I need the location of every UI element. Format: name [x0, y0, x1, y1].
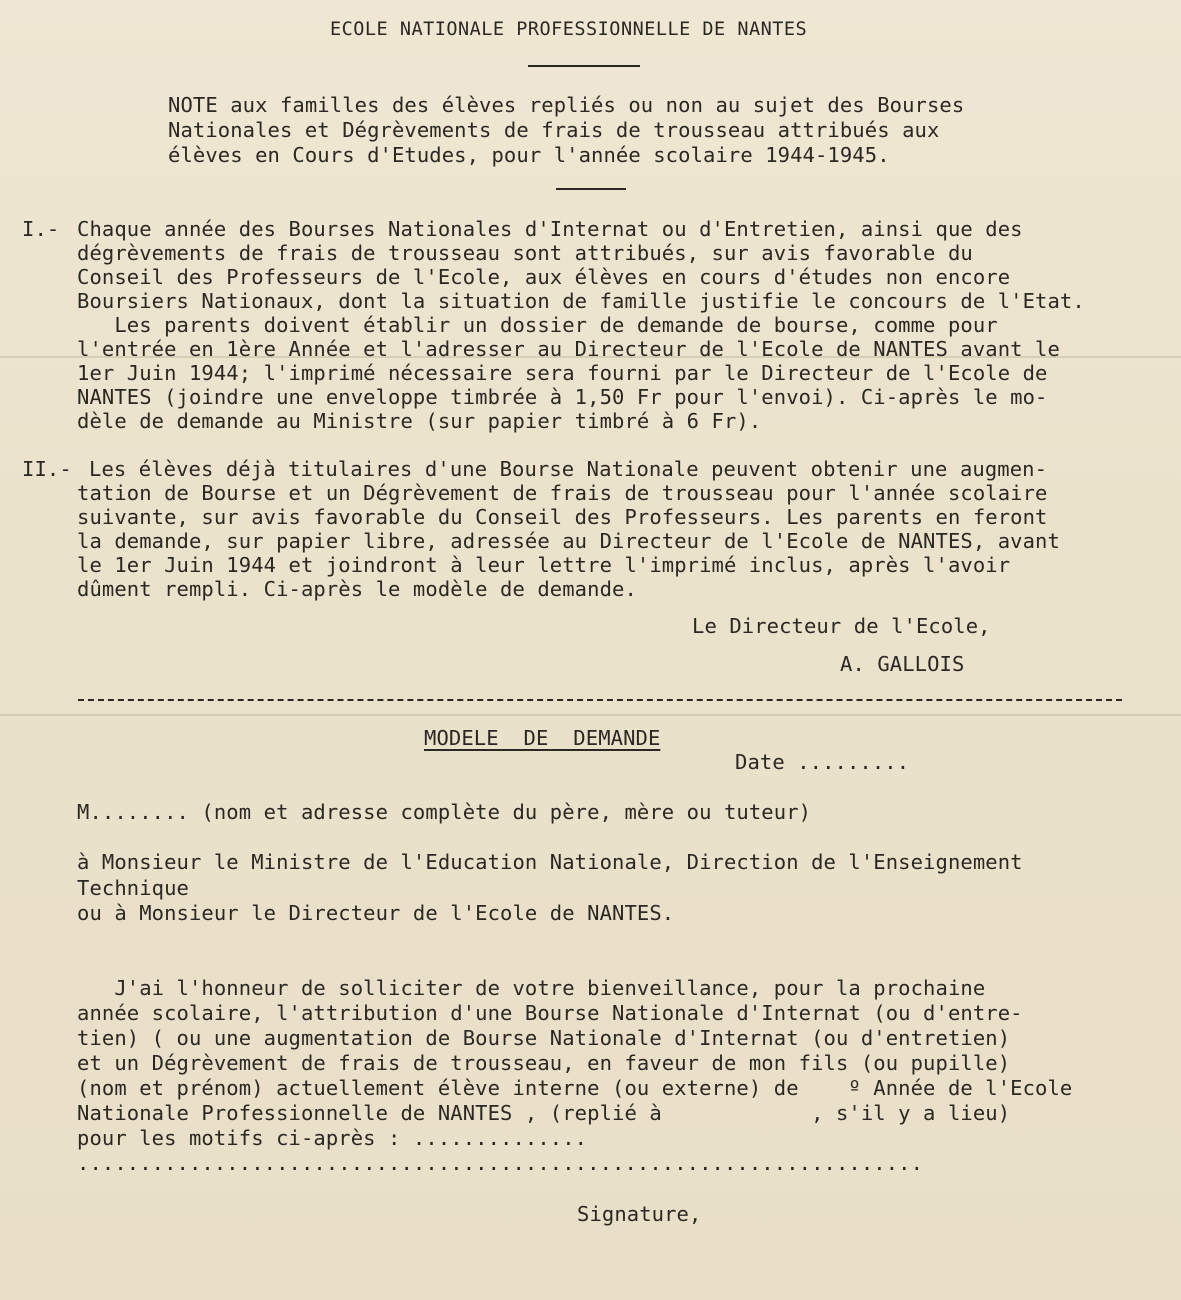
note-line: élèves en Cours d'Etudes, pour l'année scolaire 1944-1945.: [168, 143, 890, 167]
modele-body-line: année scolaire, l'attribution d'une Bourse Nationale d'Internat (ou d'entre-: [77, 1001, 1023, 1025]
modele-body-line: Nationale Professionnelle de NANTES , (replié à , s'il y a lieu): [77, 1101, 1011, 1125]
section-line: dégrèvements de frais de trousseau sont attribués, sur avis favorable du: [77, 241, 973, 265]
modele-to-line: ou à Monsieur le Directeur de l'Ecole de NANTES.: [77, 901, 675, 925]
modele-body-line: (nom et prénom) actuellement élève interne (ou externe) de º Année de l'Ecole: [77, 1076, 1073, 1100]
header-rule: [528, 65, 640, 67]
director-role: Le Directeur de l'Ecole,: [692, 614, 991, 638]
note-line: NOTE aux familles des élèves repliés ou non au sujet des Bourses: [168, 93, 965, 117]
modele-title: MODELE DE DEMANDE: [424, 726, 661, 750]
section-line: Conseil des Professeurs de l'Ecole, aux élèves en cours d'études non encore: [77, 265, 1011, 289]
section-line: Boursiers Nationaux, dont la situation de famille justifie le concours de l'Etat.: [77, 289, 1085, 313]
modele-to-line: Technique: [77, 876, 189, 900]
modele-body-line: et un Dégrèvement de frais de trousseau, en faveur de mon fils (ou pupille): [77, 1051, 1011, 1075]
section-line: Les élèves déjà titulaires d'une Bourse Nationale peuvent obtenir une augmen-: [89, 457, 1048, 481]
modele-body-line: tien) ( ou une augmentation de Bourse Nationale d'Internat (ou d'entretien): [77, 1026, 1011, 1050]
modele-body-line: pour les motifs ci-après : ..............: [77, 1126, 588, 1150]
section-line: dèle de demande au Ministre (sur papier timbré à 6 Fr).: [77, 409, 762, 433]
note-rule: [556, 188, 626, 190]
section-line: la demande, sur papier libre, adressée au Directeur de l'Ecole de NANTES, avant: [77, 529, 1060, 553]
paper-fold: [0, 714, 1181, 716]
modele-body-line: J'ai l'honneur de solliciter de votre bienveillance, pour la prochaine: [77, 976, 986, 1000]
section-number: I.-: [22, 217, 60, 241]
modele-date: Date .........: [735, 750, 910, 774]
modele-to-line: à Monsieur le Ministre de l'Education Nationale, Direction de l'Enseignement: [77, 850, 1023, 874]
section-line: le 1er Juin 1944 et joindront à leur lettre l'imprimé inclus, après l'avoir: [77, 553, 1011, 577]
modele-signature: Signature,: [577, 1202, 702, 1226]
section-line: tation de Bourse et un Dégrèvement de frais de trousseau pour l'année scolaire: [77, 481, 1048, 505]
director-name: A. GALLOIS: [840, 652, 965, 676]
section-number: II.-: [22, 457, 72, 481]
section-line: suivante, sur avis favorable du Conseil des Professeurs. Les parents en feront: [77, 505, 1048, 529]
modele-body-line: ....................................................................: [77, 1151, 924, 1175]
section-line: dûment rempli. Ci-après le modèle de demande.: [77, 577, 637, 601]
section-line: Chaque année des Bourses Nationales d'Internat ou d'Entretien, ainsi que des: [77, 217, 1023, 241]
note-line: Nationales et Dégrèvements de frais de trousseau attribués aux: [168, 118, 940, 142]
section-line: l'entrée en 1ère Année et l'adresser au Directeur de l'Ecole de NANTES avant le: [77, 337, 1060, 361]
school-header: ECOLE NATIONALE PROFESSIONNELLE DE NANTES: [330, 19, 808, 40]
section-line: Les parents doivent établir un dossier de demande de bourse, comme pour: [77, 313, 998, 337]
section-line: NANTES (joindre une enveloppe timbrée à 1,50 Fr pour l'envoi). Ci-après le mo-: [77, 385, 1048, 409]
modele-from: M........ (nom et adresse complète du père, mère ou tuteur): [77, 800, 812, 824]
cut-line: [78, 699, 1122, 701]
section-line: 1er Juin 1944; l'imprimé nécessaire sera fourni par le Directeur de l'Ecole de: [77, 361, 1048, 385]
